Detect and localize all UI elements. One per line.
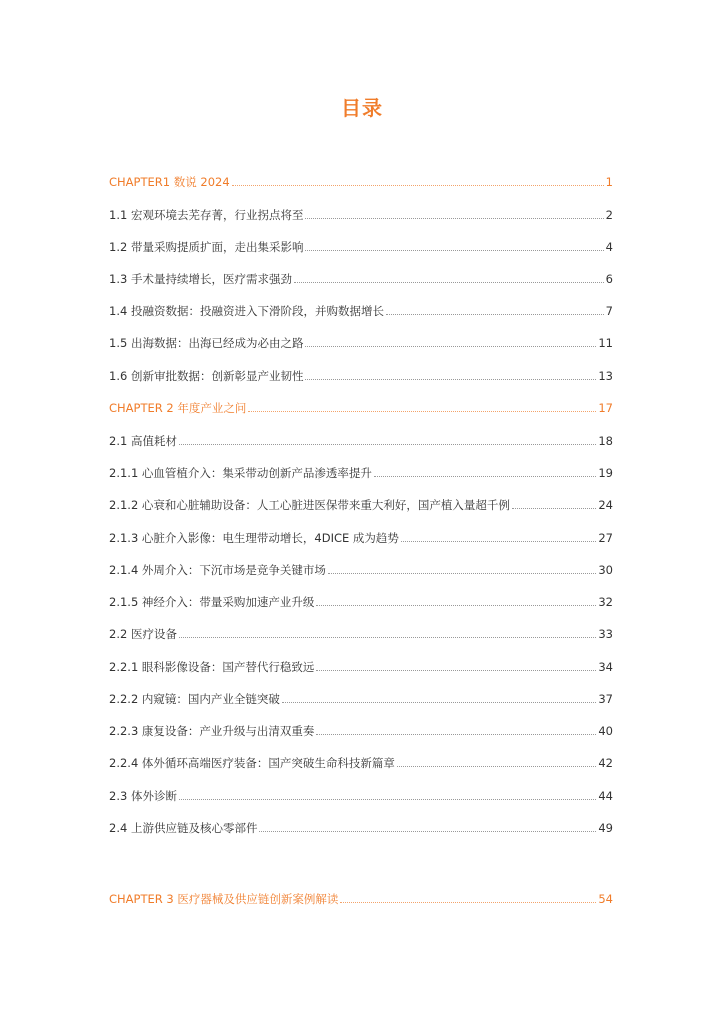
toc-page-number: 13 [598,369,613,383]
toc-entry-label: CHAPTER 3 医疗器械及供应链创新案例解读 [109,892,339,906]
toc-dot-leader [179,444,596,445]
toc-entry-label: 2.2.3 康复设备：产业升级与出清双重奏 [109,724,315,738]
toc-page-number: 24 [598,498,613,512]
toc-entry-label: 2.3 体外诊断 [109,789,177,803]
toc-entry-label: 1.1 宏观环境去芜存菁，行业拐点将至 [109,208,304,222]
toc-dot-leader [316,734,596,735]
toc-dot-leader [374,476,596,477]
toc-entry[interactable] [109,429,613,449]
toc-page-number: 4 [605,240,613,254]
toc-chapter-entry[interactable] [109,170,613,190]
toc-entry[interactable] [109,493,613,513]
toc-page-number: 54 [598,892,613,906]
toc-dot-leader [401,541,596,542]
toc-entry-label: CHAPTER 2 年度产业之问 [109,401,247,415]
toc-entry-label: 1.6 创新审批数据：创新彰显产业韧性 [109,369,304,383]
toc-dot-leader [305,250,603,251]
toc-entry-label: 2.2.2 内窥镜：国内产业全链突破 [109,692,280,706]
toc-entry[interactable] [109,590,613,610]
toc-page-number: 34 [598,660,613,674]
toc-dot-leader [512,508,596,509]
toc-entry-label: 1.3 手术量持续增长，医疗需求强劲 [109,272,292,286]
toc-entry-label: 2.2.1 眼科影像设备：国产替代行稳致远 [109,660,315,674]
toc-dot-leader [397,766,596,767]
toc-dot-leader [232,185,604,186]
toc-page-number: 37 [598,692,613,706]
toc-entry[interactable] [109,299,613,319]
toc-dot-leader [305,346,596,347]
toc-entry-label: 1.4 投融资数据：投融资进入下滑阶段，并购数据增长 [109,304,384,318]
toc-page-number: 11 [598,336,613,350]
toc-dot-leader [386,314,604,315]
toc-entry[interactable] [109,622,613,642]
toc-entry[interactable] [109,235,613,255]
toc-dot-leader [316,605,596,606]
toc-page-number: 6 [605,272,613,286]
toc-dot-leader [305,218,603,219]
toc-entry[interactable] [109,784,613,804]
toc-page-number: 32 [598,595,613,609]
toc-entry-label: 1.5 出海数据：出海已经成为必由之路 [109,336,304,350]
toc-page-number: 42 [598,756,613,770]
toc-page-number: 30 [598,563,613,577]
toc-dot-leader [294,282,604,283]
toc-entry[interactable] [109,558,613,578]
toc-entry[interactable] [109,267,613,287]
toc-dot-leader [305,379,596,380]
toc-entry[interactable] [109,655,613,675]
toc-dot-leader [282,702,596,703]
toc-entry-label: 2.1.2 心衰和心脏辅助设备：人工心脏进医保带来重大利好，国产植入量超千例 [109,498,510,512]
toc-page-number: 7 [605,304,613,318]
toc-dot-leader [316,670,596,671]
toc-page-number: 17 [598,401,613,415]
toc-page-number: 27 [598,531,613,545]
toc-page-number: 2 [605,208,613,222]
toc-chapter-entry[interactable] [109,396,613,416]
toc-entry-label: 2.1.1 心血管植介入：集采带动创新产品渗透率提升 [109,466,372,480]
toc-page-number: 1 [605,175,613,189]
toc-dot-leader [179,637,596,638]
toc-entry[interactable] [109,331,613,351]
toc-page-number: 49 [598,821,613,835]
toc-dot-leader [259,831,596,832]
toc-entry[interactable] [109,719,613,739]
toc-entry-label: 2.1 高值耗材 [109,434,177,448]
toc-entry-label: 2.1.5 神经介入：带量采购加速产业升级 [109,595,315,609]
toc-entry[interactable] [109,526,613,546]
toc-entry-label: 2.4 上游供应链及核心零部件 [109,821,258,835]
toc-entry[interactable] [109,461,613,481]
toc-entry-label: 2.2 医疗设备 [109,627,177,641]
toc-page-number: 40 [598,724,613,738]
toc-page-number: 33 [598,627,613,641]
page-title: 目录 [341,96,383,120]
toc-dot-leader [328,573,596,574]
toc-entry[interactable] [109,687,613,707]
toc-entry-label: 2.1.4 外周介入：下沉市场是竞争关键市场 [109,563,326,577]
toc-page-number: 18 [598,434,613,448]
toc-dot-leader [340,902,596,903]
toc-entry-label: 2.2.4 体外循环高端医疗装备：国产突破生命科技新篇章 [109,756,395,770]
toc-chapter-entry[interactable] [109,887,613,907]
toc-entry-label: CHAPTER1 数说 2024 [109,175,230,189]
toc-entry[interactable] [109,364,613,384]
toc-entry-label: 2.1.3 心脏介入影像：电生理带动增长，4DICE 成为趋势 [109,531,399,545]
toc-entry[interactable] [109,816,613,836]
toc-entry[interactable] [109,751,613,771]
toc-dot-leader [248,411,596,412]
toc-entry-label: 1.2 带量采购提质扩面，走出集采影响 [109,240,304,254]
toc-page-number: 44 [598,789,613,803]
toc-dot-leader [179,799,596,800]
toc-entry[interactable] [109,203,613,223]
toc-page-number: 19 [598,466,613,480]
